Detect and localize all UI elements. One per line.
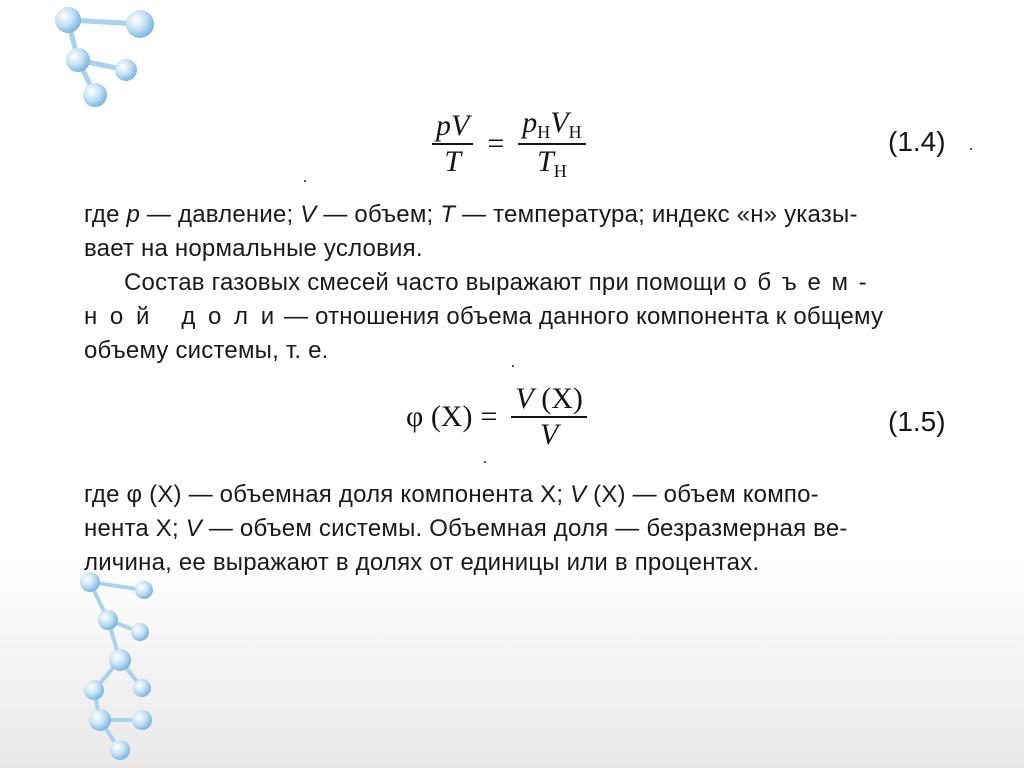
equation-number-1-5: (1.5) [888,406,946,437]
equals-sign: = [487,127,505,160]
lhs-num-p: p [436,109,451,142]
symbol-p: p [126,201,141,228]
text-segment: где φ (X) — объемная доля компонента X; [84,481,571,508]
paragraph-3-line-1 [84,478,964,512]
lhs-num-v: V [451,109,470,142]
scan-speck [512,365,514,367]
text-segment: Состав газовых смесей часто выражают при помощи [124,269,734,296]
text-segment: нента X; [84,515,186,542]
rhs-den-t: T [537,145,554,178]
paragraph-definitions [84,198,964,266]
text-segment: — объем системы. Объемная доля — безразмерная ве- [201,515,848,542]
paragraph-volume-fraction-definition [84,478,964,580]
paragraph-2-line-1 [84,266,964,300]
paragraph-3-line-3: личина, ее выражают в долях от единицы или в процентах. [84,549,760,576]
symbol-v: V [185,515,202,542]
scan-speck [484,461,486,463]
symbol-v: V [300,201,317,228]
rhs-num-p: p [522,106,538,139]
text-segment: — отношения объема данного компонента к общему [277,303,884,330]
rhs-num-p-sub: Н [537,122,551,142]
num-rest: (X) [533,382,583,415]
symbol-t: T [440,201,456,228]
paragraph-2-line-2 [84,300,964,334]
rhs-num-v-sub: Н [568,122,582,142]
lhs-den: T [444,145,461,178]
formula-1-5-fraction [511,384,586,450]
text-segment: (X) — объем компо- [586,481,819,508]
rhs-den-sub: Н [553,161,567,181]
paragraph-1-line-1 [84,198,964,232]
paragraph-3-line-2 [84,512,964,546]
den-v: V [539,418,559,451]
equals-sign: = [480,400,498,433]
symbol-v: V [570,481,587,508]
scan-speck [304,180,306,182]
text-segment: где [84,201,127,228]
formula-1-4-rhs-fraction [518,108,585,180]
text-segment: — давление; [140,201,301,228]
paragraph-1-line-2: вает на нормальные условия. [84,235,423,262]
formula-1-4 [426,108,592,180]
paragraph-2-line-3: объему системы, т. е. [84,337,329,364]
equation-number-1-4: (1.4) [888,126,946,157]
formula-1-5-lhs: φ (X) [406,400,473,433]
text-segment: — температура; индекс «н» указы- [455,201,858,228]
spaced-term: о б ъ е м - [733,269,869,296]
text-segment: — объем; [316,201,441,228]
rhs-num-v: V [550,106,569,139]
formula-1-5 [406,384,593,450]
formula-1-4-lhs-fraction [432,111,473,177]
scan-speck [970,148,972,150]
paragraph-volume-fraction-intro [84,266,964,368]
num-v: V [515,382,534,415]
spaced-term: н о й д о л и [84,303,278,330]
